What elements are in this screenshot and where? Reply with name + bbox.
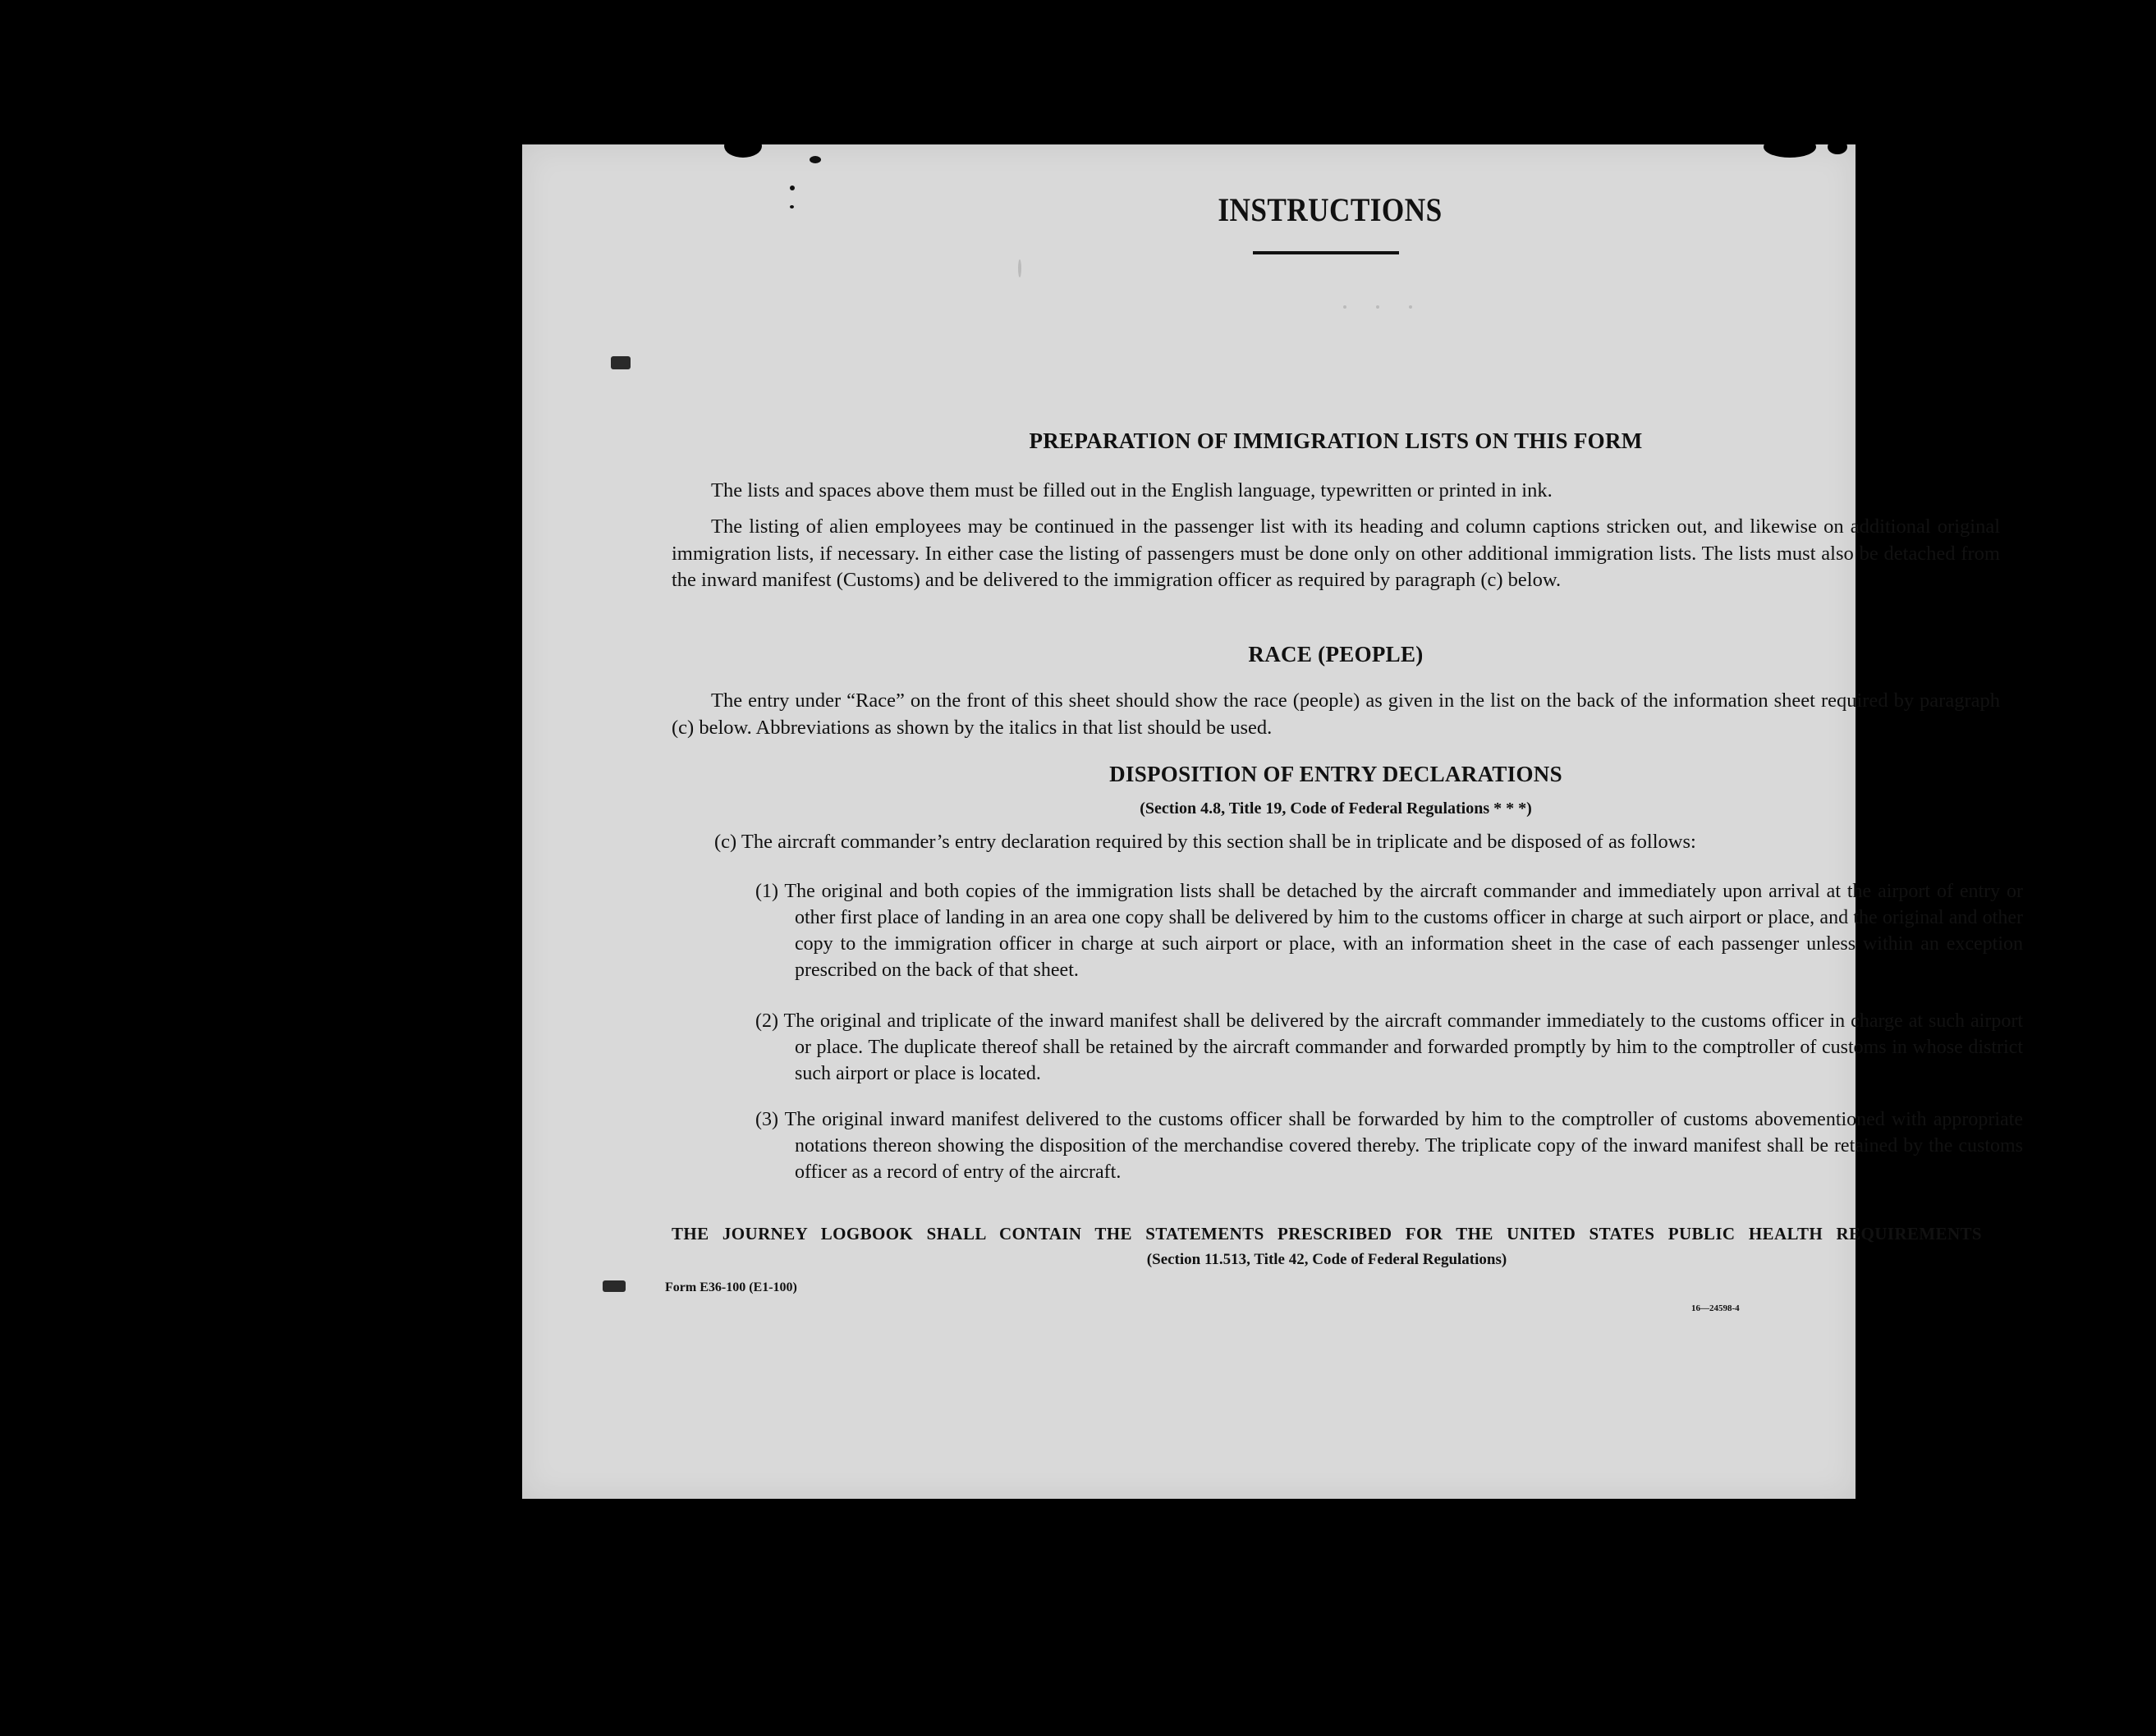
binder-mark (603, 1280, 626, 1292)
title-underline (1253, 251, 1399, 254)
disposition-item-3: (3) The original inward manifest delivered to the customs officer shall be forwarded by him to the comptroller of customs abovementioned with appropriate notations thereon showing the disposition of the merchandise covered thereby. The triplicate copy of the inward manifest shall be retained by the customs officer as a record of entry of the aircraft. (755, 1109, 2023, 1183)
disposition-citation: (Section 4.8, Title 19, Code of Federal Regulations * * *) (1140, 799, 1532, 818)
paper-blemish (1018, 259, 1021, 277)
torn-edge-mark (1764, 136, 1816, 158)
torn-edge-mark (1828, 140, 1847, 154)
preparation-heading: PREPARATION OF IMMIGRATION LISTS ON THIS FORM (1029, 428, 1643, 453)
race-paragraph: The entry under “Race” on the front of this sheet should show the race (people) as given in the list on the back of the information sheet required by paragraph (c) below. Abbreviations as shown by the italics in that list should be used. (672, 689, 2000, 739)
ink-speck (790, 186, 795, 190)
disposition-item-2: (2) The original and triplicate of the inward manifest shall be delivered by the aircraft commander immediately to the customs officer in charge at such airport or place. The duplicate thereof shall be retained by the aircraft commander and forwarded promptly by him to the comptroller of customs in whose district such airport or place is located. (755, 1010, 2023, 1084)
paper-blemish (1343, 305, 1346, 309)
preparation-paragraph-2: The listing of alien employees may be continued in the passenger list with its heading and column captions stricken out, and likewise on additional original immigration lists, if necessary. In either case the listing of passengers must be done only on other additional immigration lists. The lists must also be detached from the inward manifest (Customs) and be delivered to the immigration officer as required by paragraph (c) below. (672, 515, 2000, 591)
document-sheet (522, 144, 1856, 1499)
health-heading: THE JOURNEY LOGBOOK SHALL CONTAIN THE STATEMENTS PRESCRIBED FOR THE UNITED STATES PUBLIC HEALTH REQUIREMENTS (672, 1224, 1982, 1244)
ink-speck (810, 156, 821, 163)
disposition-heading: DISPOSITION OF ENTRY DECLARATIONS (1109, 762, 1562, 786)
disposition-item-1: (1) The original and both copies of the immigration lists shall be detached by the aircraft commander and immediately upon arrival at the airport of entry or other first place of landing in an area one copy shall be delivered by him to the customs officer in charge at such airport or place, and the original and other copy to the immigration officer in charge at such airport or place, with an information sheet in the case of each passenger unless within an exception prescribed on the back of that sheet. (755, 881, 2023, 981)
torn-edge-mark (724, 135, 762, 158)
preparation-paragraph-1: The lists and spaces above them must be filled out in the English language, typewritten or printed in ink. (711, 479, 1553, 502)
form-number: Form E36-100 (E1-100) (665, 1280, 797, 1294)
disposition-intro: (c) The aircraft commander’s entry declaration required by this section shall be in triplicate and be disposed of as follows: (714, 831, 1696, 853)
paper-blemish (1409, 305, 1412, 309)
ink-speck (790, 205, 794, 208)
paper-blemish (1376, 305, 1379, 309)
print-code: 16—24598-4 (1691, 1303, 1740, 1313)
race-heading: RACE (PEOPLE) (1248, 642, 1424, 666)
page-title: INSTRUCTIONS (1218, 191, 1443, 228)
health-citation: (Section 11.513, Title 42, Code of Federal Regulations) (1146, 1251, 1507, 1268)
binder-mark (611, 356, 631, 369)
